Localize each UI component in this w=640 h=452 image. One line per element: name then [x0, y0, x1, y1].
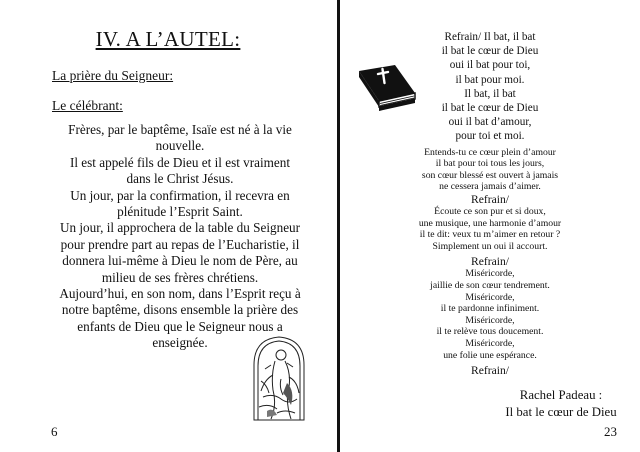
song-lyrics [400, 30, 580, 377]
intro-line: Aujourd’hui, en son nom, dans l’Esprit reçu à [59, 286, 301, 302]
intro-line: nouvelle. [155, 138, 205, 154]
verse2-line: une musique, une harmonie d’amour [418, 217, 562, 229]
verse2-line: Écoute ce son pur et si doux, [434, 206, 546, 217]
intro-line: enseignée. [152, 335, 208, 351]
verse3-line: une folie une espérance. [443, 349, 537, 361]
intro-line: plénitude l’Esprit Saint. [117, 204, 243, 220]
intro-line: Un jour, il approchera de la table du Seigneur [59, 220, 301, 236]
right-page [341, 0, 640, 452]
refrain-line: il bat le cœur de Dieu [441, 102, 539, 115]
refrain-line: oui il bat d’amour, [448, 116, 532, 129]
refrain-mark: Refrain/ [471, 255, 509, 269]
verse3-line: il te pardonne infiniment. [440, 303, 540, 315]
verse1-line: ne cessera jamais d’aimer. [439, 181, 541, 193]
intro-line: dans le Christ Jésus. [126, 171, 234, 187]
section-title: IV. A L’AUTEL: [95, 27, 241, 51]
intro-line: Il est appelé fils de Dieu et il est vraiment [69, 154, 291, 170]
refrain-line: pour toi et moi. [455, 130, 525, 143]
refrain-line: oui il bat pour toi, [449, 59, 531, 72]
stained-glass-window-icon [251, 335, 307, 421]
intro-line: Frères, par le baptême, Isaïe est né à la vie [68, 122, 292, 137]
verse1-line: Entends-tu ce cœur plein d’amour [424, 146, 556, 158]
speaker-label: Le célébrant: [52, 98, 123, 113]
page-number-left: 6 [51, 424, 58, 439]
refrain-line: Il bat, il bat [464, 87, 516, 100]
refrain-line: il bat pour moi. [455, 73, 525, 86]
verse3-line: il te relève tous doucement. [436, 326, 544, 338]
intro-line: milieu de ses frères chrétiens. [101, 269, 259, 285]
intro-line: enfants de Dieu que le Seigneur nous a [77, 318, 283, 334]
refrain-mark: Refrain/ [471, 193, 509, 206]
verse1-line: il bat pour toi tous les jours, [435, 158, 545, 170]
prayer-subheading: La prière du Seigneur: [52, 68, 174, 83]
credit-author: Rachel Padeau : [519, 388, 603, 402]
verse3-line: jaillie de son cœur tendrement. [430, 279, 550, 291]
intro-line: notre baptême, disons ensemble la prière des [61, 302, 299, 318]
refrain-line: Refrain/ Il bat, il bat [444, 31, 536, 43]
refrain-mark: Refrain/ [471, 364, 509, 378]
verse3-line: Miséricorde, [465, 291, 515, 303]
verse3-line: Miséricorde, [465, 314, 515, 326]
credit-title: Il bat le cœur de Dieu [505, 405, 617, 419]
verse3-line: Miséricorde, [465, 337, 515, 349]
verse1-line: son cœur blessé est ouvert à jamais [421, 169, 559, 181]
song-credit [481, 387, 640, 421]
page-number-right: 23 [604, 424, 617, 439]
intro-line: Un jour, par la confirmation, il recevra en [70, 187, 290, 203]
page-divider [337, 0, 340, 452]
celebrant-introduction [55, 122, 305, 352]
verse2-line: il te dit: veux tu m’aimer en retour ? [419, 229, 561, 241]
refrain-line: il bat le cœur de Dieu [441, 45, 539, 58]
intro-line: pour prendre part au repas de l’Eucharistie, il [60, 236, 300, 252]
verse3-line: Miséricorde, [465, 268, 515, 280]
intro-line: donnera lui-même à Dieu le nom de Père, au [62, 253, 298, 269]
verse2-line: Simplement un oui il accourt. [432, 240, 548, 252]
